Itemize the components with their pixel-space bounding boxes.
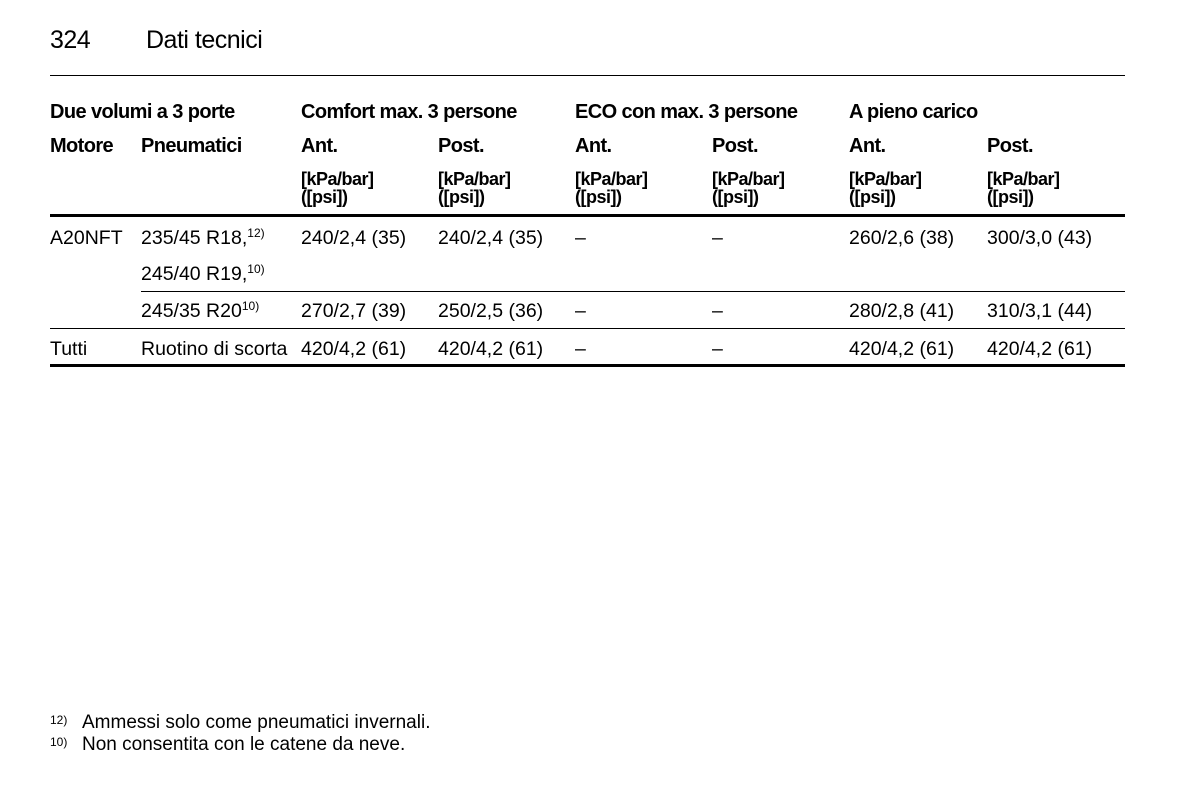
unit-label: [kPa/bar] ([psi]) xyxy=(575,169,648,207)
footnote-text: Non consentita con le catene da neve. xyxy=(82,734,406,755)
unit-label: [kPa/bar] ([psi]) xyxy=(987,169,1060,207)
footnote-text: Ammessi solo come pneumatici invernali. xyxy=(82,712,431,733)
column-header-eco-rear: Post. xyxy=(712,135,758,157)
engine-cell: A20NFT xyxy=(50,227,123,249)
pressure-cell: 240/2,4 (35) xyxy=(438,227,544,249)
page-title: Dati tecnici xyxy=(146,26,263,54)
group-header-body-type: Due volumi a 3 porte xyxy=(50,101,235,123)
tyre-size-cell: 245/35 R20$^{10)}$ xyxy=(141,299,260,322)
pressure-cell: 420/4,2 (61) xyxy=(438,338,544,360)
page-number: 324 xyxy=(50,26,91,54)
footnote-mark: 12) xyxy=(50,713,68,727)
footnote xyxy=(50,712,750,734)
group-header-full-load: A pieno carico xyxy=(849,101,978,123)
header-rule xyxy=(50,75,1125,76)
pressure-cell: – xyxy=(575,300,586,322)
row-divider xyxy=(50,328,1125,329)
footnotes xyxy=(50,712,750,756)
tyre-size-cell: Ruotino di scorta xyxy=(141,338,288,360)
pressure-cell: 270/2,7 (39) xyxy=(301,300,407,322)
unit-label: [kPa/bar] ([psi]) xyxy=(438,169,511,207)
column-header-comfort-front: Ant. xyxy=(301,135,338,157)
group-header-eco: ECO con max. 3 persone xyxy=(575,101,798,123)
pressure-cell: 300/3,0 (43) xyxy=(987,227,1093,249)
table-header-rule xyxy=(50,214,1125,217)
pressure-cell: 420/4,2 (61) xyxy=(849,338,955,360)
pressure-cell: 260/2,6 (38) xyxy=(849,227,955,249)
unit-label: [kPa/bar] ([psi]) xyxy=(712,169,785,207)
tyre-size-cell: 245/40 R19,$^{10)}$ xyxy=(141,262,265,285)
footnote-ref: 10) xyxy=(247,262,265,276)
pressure-cell: 250/2,5 (36) xyxy=(438,300,544,322)
pressure-cell: 420/4,2 (61) xyxy=(301,338,407,360)
pressure-cell: 420/4,2 (61) xyxy=(987,338,1093,360)
column-header-engine: Motore xyxy=(50,135,114,157)
pressure-cell: – xyxy=(712,338,723,360)
pressure-cell: 310/3,1 (44) xyxy=(987,300,1093,322)
unit-label: [kPa/bar] ([psi]) xyxy=(849,169,922,207)
footnote xyxy=(50,734,750,756)
pressure-cell: – xyxy=(712,227,723,249)
column-header-comfort-rear: Post. xyxy=(438,135,484,157)
pressure-cell: – xyxy=(575,338,586,360)
footnote-mark: 10) xyxy=(50,735,68,749)
pressure-cell: – xyxy=(575,227,586,249)
footnote-ref: 10) xyxy=(241,299,260,313)
column-header-tyres: Pneumatici xyxy=(141,135,242,157)
column-header-full-front: Ant. xyxy=(849,135,886,157)
footnote-ref: 12) xyxy=(247,226,265,240)
unit-label: [kPa/bar] ([psi]) xyxy=(301,169,374,207)
row-divider xyxy=(141,291,1125,292)
group-header-comfort: Comfort max. 3 persone xyxy=(301,101,517,123)
engine-cell: Tutti xyxy=(50,338,88,360)
pressure-cell: 240/2,4 (35) xyxy=(301,227,407,249)
pressure-cell: 280/2,8 (41) xyxy=(849,300,955,322)
pressure-cell: – xyxy=(712,300,723,322)
tyre-size-cell: 235/45 R18,$^{12)}$ xyxy=(141,226,265,249)
table-bottom-rule xyxy=(50,364,1125,367)
column-header-full-rear: Post. xyxy=(987,135,1033,157)
column-header-eco-front: Ant. xyxy=(575,135,612,157)
